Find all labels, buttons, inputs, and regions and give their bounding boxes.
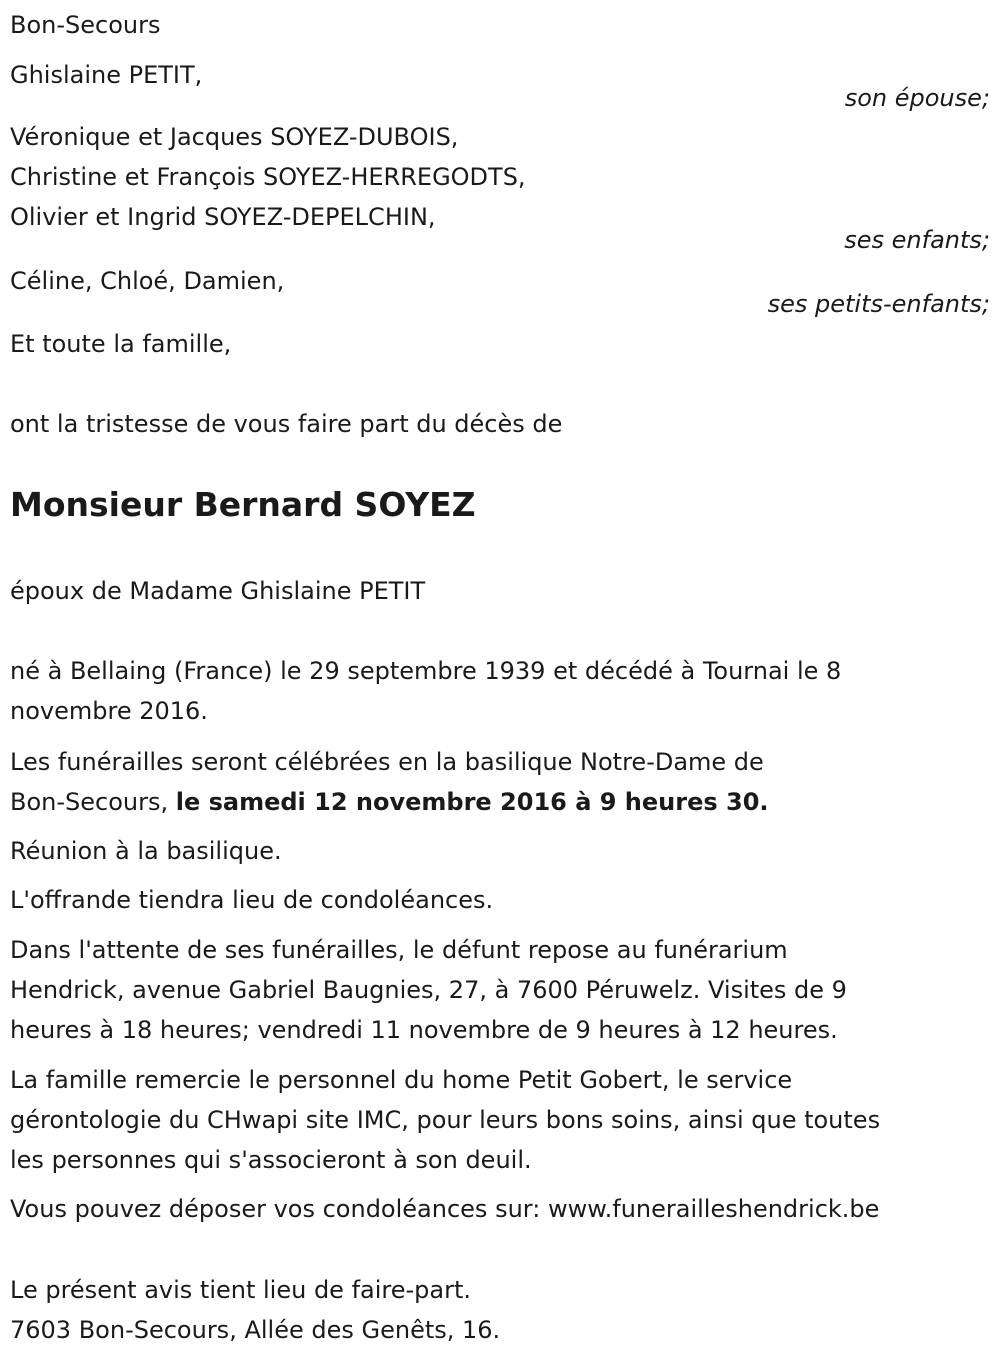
offering: L'offrande tiendra lieu de condoléances. bbox=[10, 886, 494, 914]
birth-death bbox=[10, 651, 841, 731]
child: Christine et François SOYEZ-HERREGODTS, bbox=[10, 163, 526, 191]
child: Véronique et Jacques SOYEZ-DUBOIS, bbox=[10, 123, 459, 151]
spouse-role: son épouse; bbox=[844, 84, 990, 112]
family: Et toute la famille, bbox=[10, 330, 232, 358]
thanks bbox=[10, 1060, 880, 1180]
grandchildren-role: ses petits-enfants; bbox=[767, 290, 990, 318]
spouse-of: époux de Madame Ghislaine PETIT bbox=[10, 577, 426, 605]
funeral-date: le samedi 12 novembre 2016 à 9 heures 30. bbox=[175, 788, 769, 816]
announcement: ont la tristesse de vous faire part du décès de bbox=[10, 410, 563, 438]
grandchildren: Céline, Chloé, Damien, bbox=[10, 267, 285, 295]
text-line bbox=[10, 782, 769, 822]
text-line: gérontologie du CHwapi site IMC, pour leurs bons soins, ainsi que toutes bbox=[10, 1106, 881, 1134]
funeral-info bbox=[10, 742, 769, 822]
text-line: La famille remercie le personnel du home Petit Gobert, le service bbox=[10, 1066, 793, 1094]
text-line: né à Bellaing (France) le 29 septembre 1939 et décédé à Tournai le 8 bbox=[10, 657, 842, 685]
text: Bon-Secours, bbox=[10, 788, 176, 816]
notice: Le présent avis tient lieu de faire-part. bbox=[10, 1276, 472, 1304]
child: Olivier et Ingrid SOYEZ-DEPELCHIN, bbox=[10, 203, 436, 231]
text-line: les personnes qui s'associeront à son deuil. bbox=[10, 1146, 532, 1174]
address: 7603 Bon-Secours, Allée des Genêts, 16. bbox=[10, 1316, 501, 1344]
text-line: heures à 18 heures; vendredi 11 novembre de 9 heures à 12 heures. bbox=[10, 1016, 838, 1044]
text-line: novembre 2016. bbox=[10, 697, 208, 725]
place: Bon-Secours bbox=[10, 11, 161, 39]
children-list bbox=[10, 117, 526, 237]
children-role: ses enfants; bbox=[844, 226, 990, 254]
text-line: Dans l'attente de ses funérailles, le défunt repose au funérarium bbox=[10, 936, 788, 964]
text-line: Hendrick, avenue Gabriel Baugnies, 27, à 7600 Péruwelz. Visites de 9 bbox=[10, 976, 847, 1004]
rest-info bbox=[10, 930, 847, 1050]
condolences: Vous pouvez déposer vos condoléances sur: www.funerailleshendrick.be bbox=[10, 1195, 880, 1223]
text-line: Les funérailles seront célébrées en la basilique Notre-Dame de bbox=[10, 748, 764, 776]
meeting: Réunion à la basilique. bbox=[10, 837, 282, 865]
spouse: Ghislaine PETIT, bbox=[10, 61, 203, 89]
deceased-name: Monsieur Bernard SOYEZ bbox=[10, 485, 476, 524]
